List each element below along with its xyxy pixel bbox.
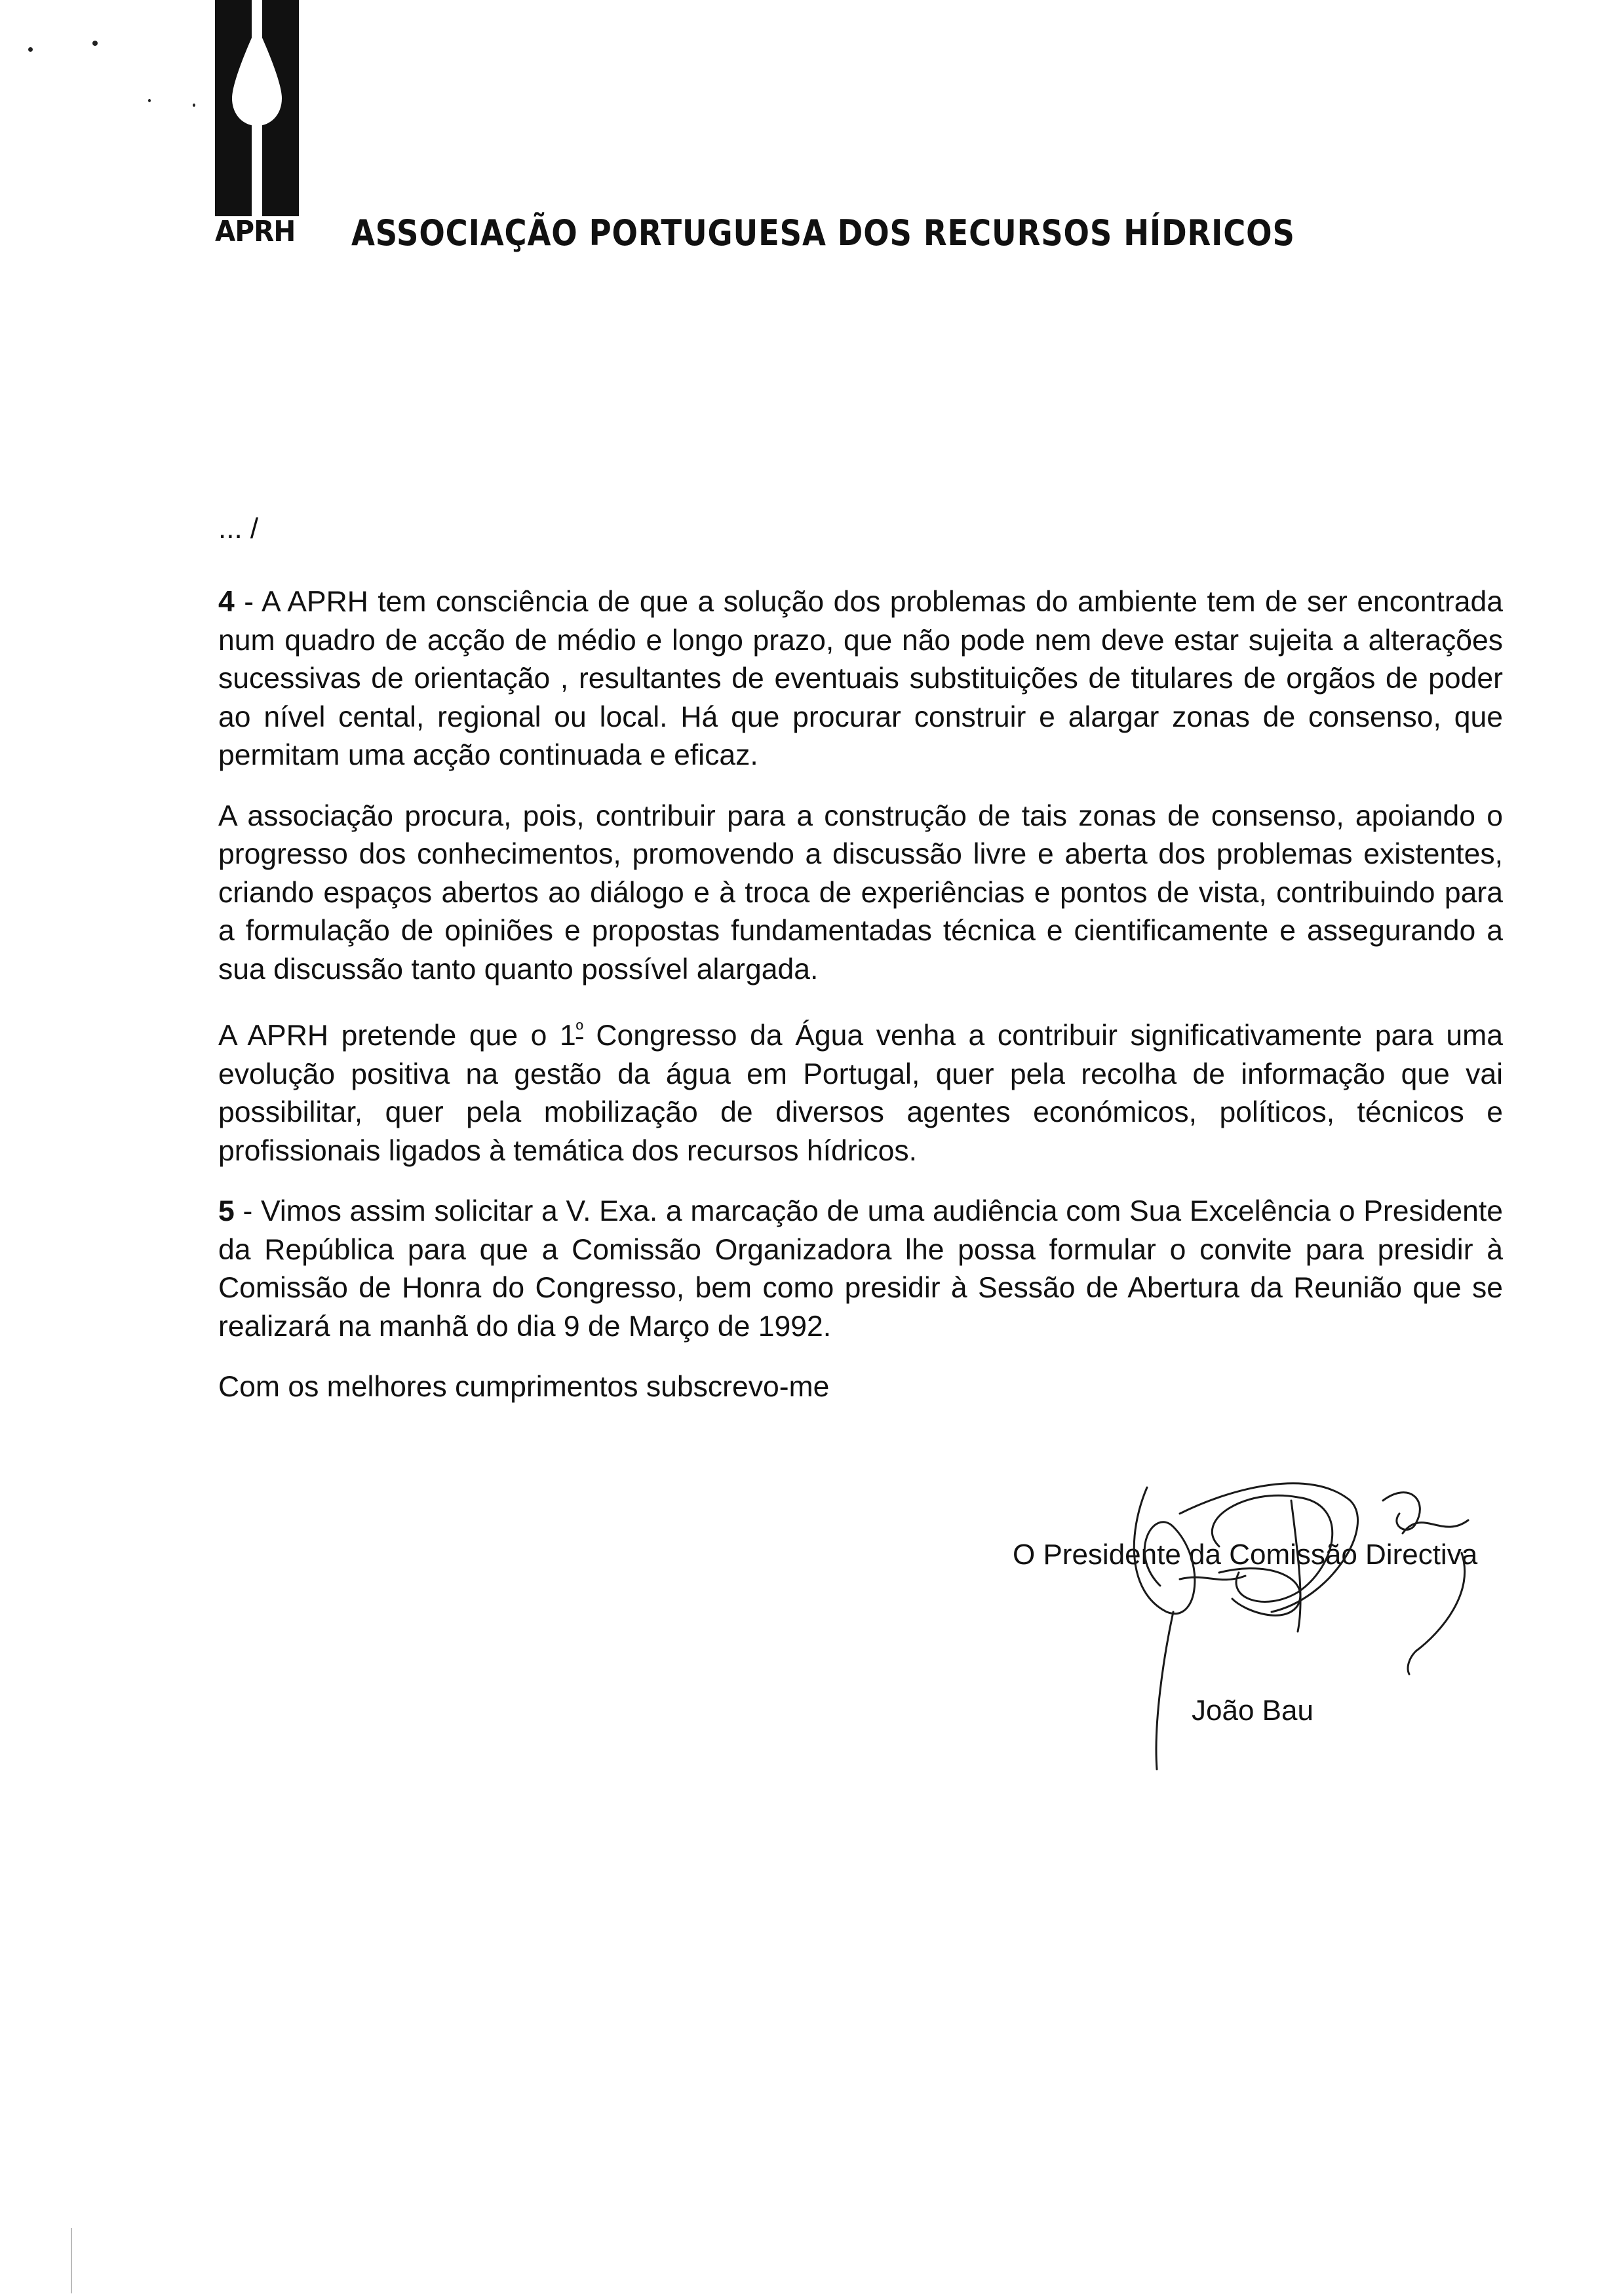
scan-margin-mark bbox=[71, 2228, 72, 2293]
paragraph-number: 5 bbox=[218, 1195, 235, 1227]
paragraph-5 bbox=[218, 1193, 1503, 1346]
scan-speck bbox=[28, 47, 33, 52]
paragraph-text: - Vimos assim solicitar a V. Exa. a marcação de uma audiência com Sua Excelência o Presidente da República para que a Comissão Organizadora lhe possa formular o convite para presidir à Comissão de Honra do Congresso, bem como presidir à Sessão de Abertura da Reunião que se realizará na manhã do dia 9 de Março de 1992. bbox=[218, 1195, 1503, 1343]
continuation-mark: ... / bbox=[218, 512, 259, 545]
organization-name: ASSOCIAÇÃO PORTUGUESA DOS RECURSOS HÍDRICOS bbox=[351, 212, 1295, 254]
paragraph-text: A APRH pretende que o 1 bbox=[218, 1020, 576, 1052]
logo-acronym: APRH bbox=[215, 215, 296, 248]
aprh-logo-icon bbox=[214, 0, 300, 249]
closing-line: Com os melhores cumprimentos subscrevo-me bbox=[218, 1371, 830, 1403]
paragraph-text: - A APRH tem consciência de que a solução dos problemas do ambiente tem de ser encontrada num quadro de acção de médio e longo prazo, que não pode nem deve estar sujeita a alterações sucessivas de orientação , resultantes de eventuais substituições de titulares de orgãos de poder ao nível cental, regional ou local. Há que procurar construir e alargar zonas de consenso, que permitam uma acção continuada e eficaz. bbox=[218, 586, 1503, 771]
letter-body bbox=[218, 583, 1503, 1429]
signatory-title: O Presidente da Comissão Directiva bbox=[1013, 1539, 1478, 1571]
paragraph-number: 4 bbox=[218, 586, 235, 618]
handwritten-signature bbox=[1101, 1461, 1494, 1782]
paragraph-4 bbox=[218, 583, 1503, 775]
paragraph-text: Congresso da Água venha a contribuir significativamente para uma evolução positiva na gestão da água em Portugal, quer pela recolha de informação que vai possibilitar, quer pela mobilização de diversos agentes económicos, políticos, técnicos e profissionais ligados à temática dos recursos hídricos. bbox=[218, 1020, 1503, 1167]
paragraph-aprh bbox=[218, 1011, 1503, 1170]
scan-speck bbox=[193, 104, 195, 107]
scan-speck bbox=[148, 99, 151, 102]
ordinal-superscript: º bbox=[575, 1019, 583, 1041]
scan-speck bbox=[92, 41, 98, 46]
signatory-name: João Bau bbox=[1192, 1694, 1313, 1727]
paragraph-association: A associação procura, pois, contribuir para a construção de tais zonas de consenso, apoiando o progresso dos conhecimentos, promovendo a discussão livre e aberta dos problemas existentes, criando espaços abertos ao diálogo e à troca de experiências e pontos de vista, contribuindo para a formulação de opiniões e propostas fundamentadas técnica e cientificamente e assegurando a sua discussão tanto quanto possível alargada. bbox=[218, 799, 1503, 985]
